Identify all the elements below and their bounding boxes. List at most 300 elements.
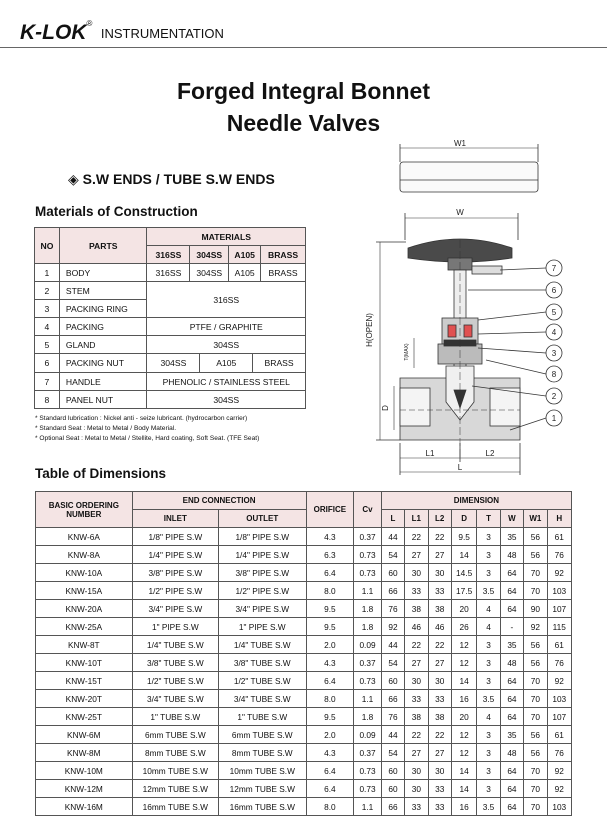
table-cell: 1" PIPE S.W: [132, 618, 218, 636]
table-cell: 9.5: [306, 708, 354, 726]
table-cell: 8.0: [306, 582, 354, 600]
table-cell: 1.8: [354, 618, 381, 636]
table-cell: 1/4" PIPE S.W: [132, 546, 218, 564]
row-mat: 304SS: [147, 336, 306, 354]
callout-number: 1: [551, 414, 557, 423]
table-cell: 33: [428, 798, 451, 816]
col-316ss: 316SS: [147, 246, 190, 264]
table-cell: 3: [477, 744, 500, 762]
table-cell: 12: [451, 744, 476, 762]
col-a105: A105: [229, 246, 261, 264]
table-cell: 64: [500, 708, 523, 726]
row-mat: 316SS: [147, 264, 190, 282]
table-cell: 103: [547, 798, 571, 816]
table-cell: 22: [405, 636, 428, 654]
table-cell: 1/4" PIPE S.W: [219, 546, 306, 564]
materials-table: [34, 227, 306, 409]
table-cell: 3: [477, 762, 500, 780]
table-cell: 8.0: [306, 690, 354, 708]
materials-heading: Materials of Construction: [35, 204, 198, 219]
callout-number: 4: [551, 328, 557, 337]
brand-logo: K-LOK: [20, 21, 87, 44]
page-title-line1: Forged Integral Bonnet: [177, 78, 430, 104]
callout-number: 8: [551, 370, 557, 379]
col-304ss: 304SS: [190, 246, 229, 264]
table-cell: 76: [381, 708, 404, 726]
col-number-label: NUMBER: [66, 509, 102, 519]
table-row: [35, 336, 306, 354]
table-row: [36, 708, 572, 726]
table-cell: 54: [381, 744, 404, 762]
table-cell: 66: [381, 690, 404, 708]
table-cell: 6.4: [306, 564, 354, 582]
table-cell: KNW-12M: [36, 780, 133, 798]
table-cell: 30: [405, 762, 428, 780]
row-part: HANDLE: [59, 373, 147, 391]
page-title-line2: Needle Valves: [226, 110, 381, 136]
col-dim-d: D: [451, 510, 476, 528]
table-cell: 44: [381, 636, 404, 654]
table-cell: 35: [500, 726, 523, 744]
col-dim-w1: W1: [524, 510, 547, 528]
table-row: [36, 780, 572, 798]
table-cell: 46: [405, 618, 428, 636]
table-cell: 70: [524, 672, 547, 690]
col-no: NO: [35, 228, 60, 264]
row-mat-split: [147, 354, 306, 373]
dim-label-d: D: [381, 405, 390, 411]
table-cell: 4.3: [306, 744, 354, 762]
table-cell: 1/2" PIPE S.W: [132, 582, 218, 600]
dimensions-table: [35, 491, 572, 816]
table-cell: 3: [477, 726, 500, 744]
table-cell: 22: [428, 636, 451, 654]
table-cell: 27: [428, 546, 451, 564]
table-cell: 12: [451, 654, 476, 672]
table-row: [36, 582, 572, 600]
table-cell: 10mm TUBE S.W: [219, 762, 306, 780]
table-cell: 12: [451, 636, 476, 654]
col-dim-h: H: [547, 510, 571, 528]
table-cell: 0.09: [354, 726, 381, 744]
row-mat: 304SS: [190, 264, 229, 282]
table-row: [36, 636, 572, 654]
table-cell: 44: [381, 726, 404, 744]
table-cell: 56: [524, 726, 547, 744]
table-cell: 66: [381, 798, 404, 816]
table-cell: 3: [477, 672, 500, 690]
table-cell: 48: [500, 744, 523, 762]
table-cell: 27: [428, 744, 451, 762]
table-cell: 56: [524, 636, 547, 654]
row-no: 1: [35, 264, 60, 282]
table-cell: 3: [477, 564, 500, 582]
table-cell: 3/4" PIPE S.W: [219, 600, 306, 618]
table-cell: 3/8" TUBE S.W: [132, 654, 218, 672]
table-cell: 30: [428, 672, 451, 690]
table-cell: KNW-20T: [36, 690, 133, 708]
table-cell: 4: [477, 618, 500, 636]
table-cell: 6.4: [306, 672, 354, 690]
dim-label-w: W: [456, 208, 464, 217]
table-cell: 27: [405, 654, 428, 672]
table-cell: KNW-6M: [36, 726, 133, 744]
table-cell: 0.73: [354, 780, 381, 798]
section-subtitle: [68, 171, 275, 188]
table-cell: 1/2" TUBE S.W: [219, 672, 306, 690]
row-mat: 304SS: [147, 354, 200, 372]
table-cell: KNW-8T: [36, 636, 133, 654]
table-cell: 64: [500, 600, 523, 618]
table-cell: 76: [381, 600, 404, 618]
table-cell: KNW-15T: [36, 672, 133, 690]
table-row: [36, 600, 572, 618]
table-cell: KNW-15A: [36, 582, 133, 600]
table-cell: 22: [405, 528, 428, 546]
table-cell: 9.5: [451, 528, 476, 546]
table-cell: 16: [451, 798, 476, 816]
table-cell: 0.37: [354, 744, 381, 762]
dim-label-w1: W1: [454, 140, 466, 148]
table-cell: 22: [428, 726, 451, 744]
table-cell: 76: [547, 654, 571, 672]
callout-number: 2: [551, 392, 557, 401]
row-no: 4: [35, 318, 60, 336]
table-cell: 61: [547, 528, 571, 546]
table-cell: 9.5: [306, 600, 354, 618]
table-cell: 0.73: [354, 762, 381, 780]
table-cell: 1" PIPE S.W: [219, 618, 306, 636]
table-cell: 14.5: [451, 564, 476, 582]
table-cell: 1.8: [354, 708, 381, 726]
row-no: 7: [35, 373, 60, 391]
row-mat: A105: [200, 354, 253, 372]
table-cell: 6mm TUBE S.W: [219, 726, 306, 744]
table-cell: KNW-10T: [36, 654, 133, 672]
table-cell: 92: [381, 618, 404, 636]
table-cell: 64: [500, 690, 523, 708]
callout-number: 7: [551, 264, 557, 273]
table-cell: 3.5: [477, 690, 500, 708]
material-notes: [35, 414, 335, 444]
col-basic-ordering-number: [36, 492, 133, 528]
table-row: [36, 654, 572, 672]
col-outlet: OUTLET: [219, 510, 306, 528]
table-cell: 1/4" TUBE S.W: [132, 636, 218, 654]
brand-name: INSTRUMENTATION: [100, 25, 224, 41]
table-cell: 3: [477, 654, 500, 672]
table-cell: 33: [405, 582, 428, 600]
table-cell: 14: [451, 762, 476, 780]
table-cell: 6.4: [306, 780, 354, 798]
table-cell: 64: [500, 582, 523, 600]
table-cell: KNW-6A: [36, 528, 133, 546]
row-mat: 304SS: [147, 391, 306, 409]
col-materials: MATERIALS: [147, 228, 306, 246]
table-cell: 33: [428, 582, 451, 600]
table-cell: 61: [547, 636, 571, 654]
table-cell: 60: [381, 672, 404, 690]
table-cell: 1" TUBE S.W: [219, 708, 306, 726]
table-cell: 1/2" TUBE S.W: [132, 672, 218, 690]
table-cell: 4: [477, 600, 500, 618]
col-orifice: ORIFICE: [306, 492, 354, 528]
table-cell: 30: [405, 672, 428, 690]
table-cell: 103: [547, 582, 571, 600]
dim-label-l: L: [457, 463, 463, 472]
table-row: [36, 762, 572, 780]
table-cell: 90: [524, 600, 547, 618]
table-cell: 54: [381, 546, 404, 564]
table-cell: 54: [381, 654, 404, 672]
table-cell: 38: [405, 708, 428, 726]
table-cell: 27: [405, 744, 428, 762]
table-cell: 3.5: [477, 798, 500, 816]
table-cell: 1.1: [354, 798, 381, 816]
table-cell: 3/8" PIPE S.W: [132, 564, 218, 582]
table-cell: 103: [547, 690, 571, 708]
table-cell: 1/8" PIPE S.W: [219, 528, 306, 546]
table-cell: 33: [428, 690, 451, 708]
table-cell: 6mm TUBE S.W: [132, 726, 218, 744]
table-cell: 12mm TUBE S.W: [219, 780, 306, 798]
table-cell: 64: [500, 564, 523, 582]
table-cell: 17.5: [451, 582, 476, 600]
table-cell: 10mm TUBE S.W: [132, 762, 218, 780]
callout-number: 5: [551, 308, 557, 317]
table-cell: 12: [451, 726, 476, 744]
table-cell: 0.37: [354, 528, 381, 546]
subtitle-text: S.W ENDS / TUBE S.W ENDS: [82, 171, 275, 187]
header-divider: [0, 47, 607, 48]
table-cell: 26: [451, 618, 476, 636]
table-cell: 56: [524, 744, 547, 762]
table-cell: 2.0: [306, 636, 354, 654]
valve-drawing: [360, 140, 580, 475]
row-part: GLAND: [59, 336, 147, 354]
table-cell: 3/4" TUBE S.W: [219, 690, 306, 708]
callout-number: 6: [551, 286, 557, 295]
table-cell: 64: [500, 798, 523, 816]
table-cell: KNW-25T: [36, 708, 133, 726]
col-dim-l1: L1: [405, 510, 428, 528]
table-cell: 48: [500, 654, 523, 672]
table-cell: 0.37: [354, 654, 381, 672]
table-cell: 76: [547, 744, 571, 762]
col-end-connection: END CONNECTION: [132, 492, 306, 510]
table-cell: 3/8" TUBE S.W: [219, 654, 306, 672]
table-cell: 64: [500, 780, 523, 798]
row-part: PACKING RING: [59, 300, 147, 318]
table-cell: 1.1: [354, 690, 381, 708]
table-row: [36, 744, 572, 762]
table-cell: 0.73: [354, 564, 381, 582]
table-cell: 92: [547, 780, 571, 798]
table-cell: 64: [500, 672, 523, 690]
table-cell: 1/8" PIPE S.W: [132, 528, 218, 546]
table-cell: 70: [524, 690, 547, 708]
table-cell: 92: [547, 762, 571, 780]
col-dim-w: W: [500, 510, 523, 528]
row-mat: BRASS: [264, 358, 294, 368]
table-cell: 3: [477, 636, 500, 654]
table-cell: 9.5: [306, 618, 354, 636]
table-cell: 3/8" PIPE S.W: [219, 564, 306, 582]
col-dim-l2: L2: [428, 510, 451, 528]
table-cell: 3: [477, 546, 500, 564]
dim-label-l1: L1: [425, 449, 435, 458]
table-cell: 107: [547, 708, 571, 726]
table-cell: 27: [405, 546, 428, 564]
table-cell: 3.5: [477, 582, 500, 600]
col-inlet: INLET: [132, 510, 218, 528]
table-row: [35, 354, 306, 373]
table-row: [35, 318, 306, 336]
table-cell: 16mm TUBE S.W: [132, 798, 218, 816]
table-cell: 3: [477, 780, 500, 798]
table-cell: 70: [524, 708, 547, 726]
table-cell: 92: [524, 618, 547, 636]
table-cell: 1.8: [354, 600, 381, 618]
table-cell: 6.4: [306, 762, 354, 780]
table-cell: 56: [524, 654, 547, 672]
table-cell: 3/4" PIPE S.W: [132, 600, 218, 618]
row-mat: PHENOLIC / STAINLESS STEEL: [147, 373, 306, 391]
table-cell: 20: [451, 600, 476, 618]
table-cell: 12mm TUBE S.W: [132, 780, 218, 798]
row-no: 6: [35, 354, 60, 373]
table-cell: 3: [477, 528, 500, 546]
table-cell: 56: [524, 528, 547, 546]
table-cell: 33: [405, 798, 428, 816]
callout-number: 3: [551, 349, 557, 358]
dim-label-t-max: T(MAX): [404, 343, 410, 361]
table-cell: 61: [547, 726, 571, 744]
table-cell: 0.73: [354, 546, 381, 564]
table-cell: 8mm TUBE S.W: [219, 744, 306, 762]
col-dim-t: T: [477, 510, 500, 528]
table-cell: KNW-8A: [36, 546, 133, 564]
table-cell: 115: [547, 618, 571, 636]
table-row: [36, 618, 572, 636]
row-no: 5: [35, 336, 60, 354]
table-cell: 1" TUBE S.W: [132, 708, 218, 726]
table-cell: 14: [451, 780, 476, 798]
table-row: [36, 546, 572, 564]
table-cell: 76: [547, 546, 571, 564]
table-row: [36, 528, 572, 546]
row-part: STEM: [59, 282, 147, 300]
col-dim-l: L: [381, 510, 404, 528]
table-cell: 0.09: [354, 636, 381, 654]
table-cell: 92: [547, 672, 571, 690]
table-cell: KNW-8M: [36, 744, 133, 762]
table-cell: 3/4" TUBE S.W: [132, 690, 218, 708]
table-cell: 70: [524, 762, 547, 780]
table-cell: 70: [524, 582, 547, 600]
table-row: [36, 564, 572, 582]
note-lubrication: * Standard lubrication : Nickel anti - seize lubricant. (hydrocarbon carrier): [35, 415, 248, 422]
table-cell: 8mm TUBE S.W: [132, 744, 218, 762]
table-cell: 0.73: [354, 672, 381, 690]
col-basic-label: BASIC ORDERING: [48, 500, 119, 510]
row-part: PACKING: [59, 318, 147, 336]
table-cell: 16mm TUBE S.W: [219, 798, 306, 816]
row-mat: A105: [229, 264, 261, 282]
table-cell: 30: [405, 780, 428, 798]
table-cell: 20: [451, 708, 476, 726]
diamond-bullet-icon: ◈: [68, 171, 79, 187]
table-row: [35, 391, 306, 409]
table-cell: 27: [428, 654, 451, 672]
table-cell: 8.0: [306, 798, 354, 816]
dimensions-heading: Table of Dimensions: [35, 466, 167, 481]
note-optional-seat: * Optional Seat : Metal to Metal / Stellite, Hard coating, Soft Seat. (TFE Seat): [35, 435, 260, 442]
table-cell: 64: [500, 762, 523, 780]
table-cell: 70: [524, 564, 547, 582]
table-cell: 4.3: [306, 528, 354, 546]
table-cell: 60: [381, 564, 404, 582]
row-no: 2: [35, 282, 60, 300]
registered-mark: ®: [86, 19, 93, 28]
table-cell: 4: [477, 708, 500, 726]
table-cell: 38: [428, 708, 451, 726]
table-cell: 6.3: [306, 546, 354, 564]
table-cell: 48: [500, 546, 523, 564]
table-cell: 4.3: [306, 654, 354, 672]
table-cell: 14: [451, 672, 476, 690]
table-cell: 14: [451, 546, 476, 564]
table-row: [36, 726, 572, 744]
table-row: [35, 373, 306, 391]
row-part: PACKING NUT: [59, 354, 147, 373]
row-part: PANEL NUT: [59, 391, 147, 409]
table-cell: 1/2" PIPE S.W: [219, 582, 306, 600]
row-mat: BRASS: [261, 264, 306, 282]
table-cell: 1/4" TUBE S.W: [219, 636, 306, 654]
row-no: 8: [35, 391, 60, 409]
row-mat: PTFE / GRAPHITE: [147, 318, 306, 336]
table-cell: 92: [547, 564, 571, 582]
table-cell: KNW-25A: [36, 618, 133, 636]
col-cv: Cv: [354, 492, 381, 528]
brand-header: [20, 21, 224, 45]
table-cell: 35: [500, 636, 523, 654]
table-cell: 38: [405, 600, 428, 618]
table-cell: 60: [381, 780, 404, 798]
table-cell: KNW-10M: [36, 762, 133, 780]
table-cell: 33: [428, 780, 451, 798]
note-standard-seat: * Standard Seat : Metal to Metal / Body Material.: [35, 425, 177, 432]
table-row: [36, 672, 572, 690]
table-cell: 2.0: [306, 726, 354, 744]
table-cell: 30: [428, 762, 451, 780]
col-parts: PARTS: [59, 228, 147, 264]
table-cell: 22: [405, 726, 428, 744]
table-cell: 66: [381, 582, 404, 600]
table-cell: 38: [428, 600, 451, 618]
dim-label-h-open: H(OPEN): [365, 313, 374, 347]
table-cell: 60: [381, 762, 404, 780]
table-cell: 30: [428, 564, 451, 582]
table-cell: -: [500, 618, 523, 636]
row-mat: 316SS: [147, 282, 306, 318]
table-cell: 70: [524, 798, 547, 816]
table-cell: 107: [547, 600, 571, 618]
table-cell: 46: [428, 618, 451, 636]
row-no: 3: [35, 300, 60, 318]
table-cell: 22: [428, 528, 451, 546]
